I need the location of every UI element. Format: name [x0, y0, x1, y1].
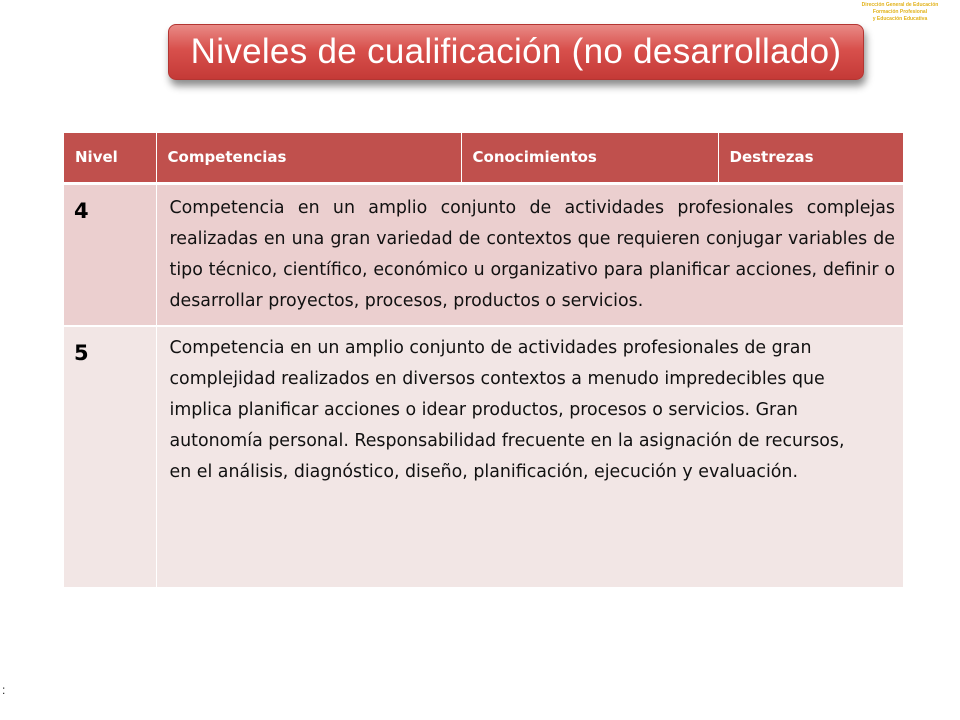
header-conocimientos: Conocimientos	[461, 133, 718, 183]
table-header-row	[64, 133, 903, 183]
title-banner	[168, 24, 864, 80]
institution-note	[848, 2, 952, 23]
level-number: 4	[64, 183, 156, 326]
qualification-levels-table	[64, 133, 903, 587]
institution-note-line: Dirección General de Educación	[861, 2, 939, 8]
institution-note-line: Formación Profesional	[872, 9, 928, 15]
table-row-level-4	[64, 183, 903, 326]
level-number: 5	[64, 326, 156, 587]
level-description: Competencia en un amplio conjunto de actividades profesionales complejas realizadas en una gran variedad de contextos que requieren conjugar variables de tipo técnico, científico, económico u organizativo para planificar acciones, definir o desarrollar proyectos, procesos, productos o servicios.	[156, 183, 903, 326]
header-destrezas: Destrezas	[718, 133, 903, 183]
table-row-level-5	[64, 326, 903, 587]
institution-note-line: y Educación Educativa	[872, 16, 928, 22]
header-competencias: Competencias	[156, 133, 461, 183]
footer-mark: :	[2, 683, 6, 697]
page-title: Niveles de cualificación (no desarrollado)	[190, 32, 842, 71]
level-description: Competencia en un amplio conjunto de actividades profesionales de gran complejidad realizados en diversos contextos a menudo impredecibles que implica planificar acciones o idear productos, procesos o servicios. Gran autonomía personal. Responsabilidad frecuente en la asignación de recursos, en el análisis, diagnóstico, diseño, planificación, ejecución y evaluación.	[156, 326, 903, 587]
header-nivel: Nivel	[64, 133, 156, 183]
